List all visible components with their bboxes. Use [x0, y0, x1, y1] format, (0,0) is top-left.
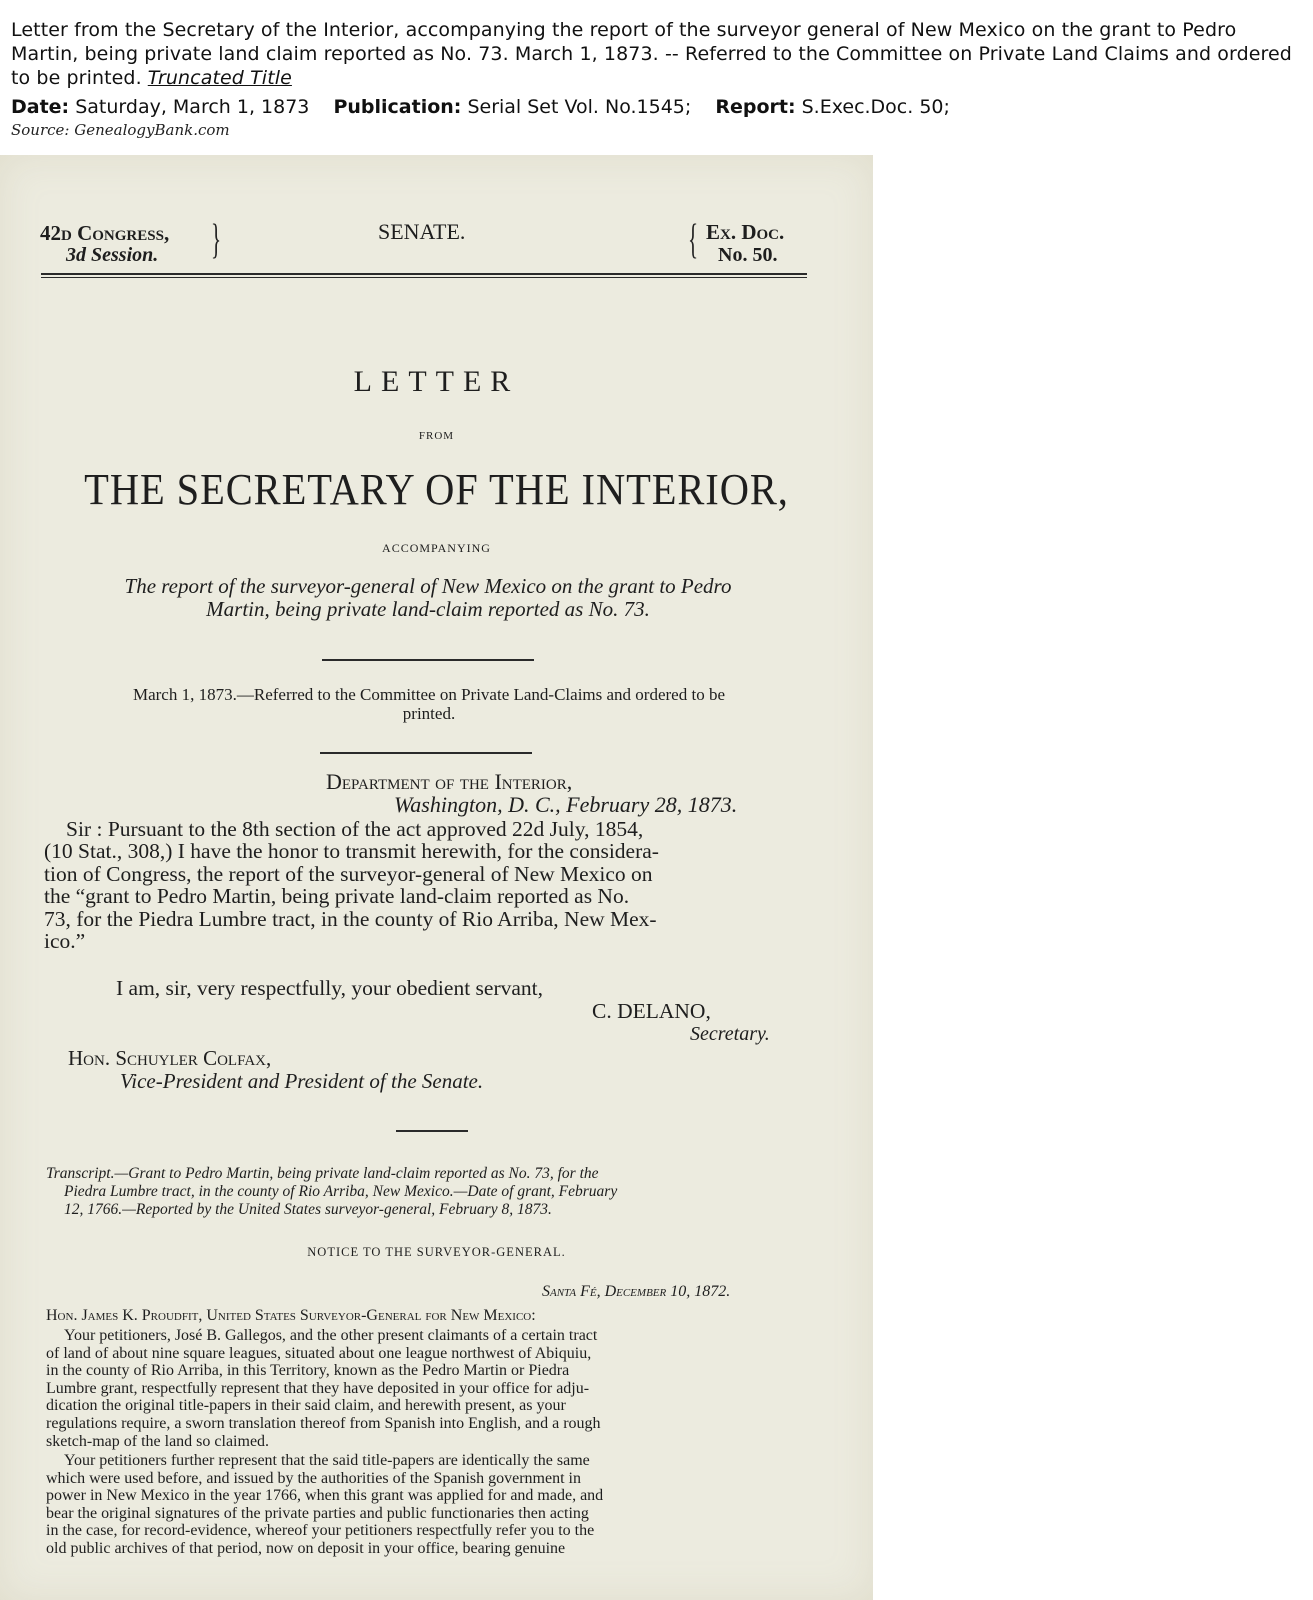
chamber-name: SENATE.	[378, 219, 466, 244]
petition-1-line-4: Lumbre grant, respectfully represent that they have deposited in your office for adju-	[46, 1379, 590, 1397]
record-title	[11, 18, 1306, 90]
right-brace-icon: {	[688, 217, 699, 263]
notice-addressee: Hon. James K. Proudfit, United States Surveyor-General for New Mexico:	[46, 1307, 536, 1324]
petition-2-line-3: power in New Mexico in the year 1766, when this grant was applied for and made, and	[46, 1487, 604, 1505]
publication-label: Publication:	[333, 96, 462, 118]
transcript-line-3: 12, 1766.—Reported by the United States surveyor-general, February 8, 1873.	[64, 1201, 552, 1218]
petition-2-line-5: in the case, for record-evidence, whereof your petitioners respectfully refer you to the	[46, 1522, 595, 1540]
letter-body	[44, 818, 814, 952]
transcript-line-2: Piedra Lumbre tract, in the county of Rio Arriba, New Mexico.—Date of grant, February	[64, 1183, 618, 1200]
transcript-line-1: Transcript.—Grant to Pedro Martin, being private land-claim reported as No. 73, for the	[46, 1165, 599, 1182]
heading-letter: LETTER	[353, 365, 520, 398]
petition-2-line-2: which were used before, and issued by the authorities of the Spanish government in	[46, 1469, 581, 1487]
petition-1-line-2: of land of about nine square leagues, situated about one league northwest of Abiquiu,	[46, 1344, 592, 1362]
notice-place-date: Santa Fé, December 10, 1872.	[542, 1283, 731, 1300]
heading-from: FROM	[418, 430, 455, 442]
addressee-name: Hon. Schuyler Colfax,	[68, 1046, 272, 1070]
scanned-document-page	[0, 155, 873, 1600]
record-header	[11, 0, 1306, 140]
referral-line-2: printed.	[402, 704, 456, 723]
petition-paragraph-1	[46, 1327, 816, 1450]
truncated-title-link[interactable]: Truncated Title	[147, 67, 292, 89]
letter-line-6: ico.”	[44, 929, 86, 954]
header-rule-top	[41, 273, 807, 275]
record-title-text: Letter from the Secretary of the Interior, accompanying the report of the surveyor general of New Mexico on the grant to Pedro Martin, being private land claim reported as No. 73. March 1, 1873. -- Referred to the Committee on Private Land Claims and ordered to be printed.	[11, 19, 1292, 89]
letter-line-5: 73, for the Piedra Lumbre tract, in the county of Rio Arriba, New Mex-	[44, 906, 657, 931]
subject-line-1: The report of the surveyor-general of New Mexico on the grant to Pedro	[124, 574, 732, 598]
transcript-block	[46, 1165, 816, 1219]
congress-session: 3d Session.	[66, 244, 159, 266]
publication-value: Serial Set Vol. No.1545;	[467, 96, 692, 118]
letter-line-1: Sir : Pursuant to the 8th section of the act approved 22d July, 1854,	[66, 817, 644, 841]
petition-2-line-6: old public archives of that period, now on deposit in your office, bearing genuine	[46, 1539, 566, 1557]
divider-rule-3	[396, 1130, 468, 1132]
petition-1-line-5: dication the original title-papers in their said claim, and herewith present, as your	[46, 1397, 566, 1415]
petition-1-line-7: sketch-map of the land so claimed.	[46, 1432, 270, 1450]
exdoc-number: No. 50.	[718, 244, 778, 266]
signer-name: C. DELANO,	[592, 999, 711, 1023]
congress-number: 42d Congress,	[40, 221, 170, 245]
dept-name: Department of the Interior,	[326, 769, 573, 794]
divider-rule-1	[322, 659, 534, 661]
subject-line-2: Martin, being private land-claim reported as No. 73.	[206, 597, 650, 621]
letter-closing: I am, sir, very respectfully, your obedient servant,	[116, 976, 544, 1000]
header-rule-bottom	[41, 277, 807, 278]
petition-1-line-1: Your petitioners, José B. Gallegos, and the other present claimants of a certain tract	[64, 1327, 598, 1344]
addressee-title: Vice-President and President of the Senate.	[120, 1069, 484, 1093]
petition-1-line-6: regulations require, a sworn translation thereof from Spanish into English, and a rough	[46, 1414, 601, 1432]
record-meta	[11, 94, 1306, 120]
letter-line-3: tion of Congress, the report of the surveyor-general of New Mexico on	[44, 861, 653, 886]
date-value: Saturday, March 1, 1873	[75, 96, 310, 118]
petition-1-line-3: in the county of Rio Arriba, in this Territory, known as the Pedro Martin or Piedra	[46, 1362, 570, 1380]
letter-line-4: the “grant to Pedro Martin, being private land-claim reported as No.	[44, 884, 630, 909]
petition-2-line-4: bear the original signatures of the private parties and public functionaries then acting	[46, 1504, 589, 1522]
record-source: Source: GenealogyBank.com	[11, 121, 230, 139]
heading-accompanying: ACCOMPANYING	[382, 541, 491, 555]
divider-rule-2	[320, 752, 532, 754]
petition-2-line-1: Your petitioners further represent that the said title-papers are identically the same	[64, 1452, 590, 1469]
report-label: Report:	[715, 96, 796, 118]
letter-line-2: (10 Stat., 308,) I have the honor to transmit herewith, for the considera-	[44, 839, 659, 864]
left-brace-icon: }	[211, 217, 222, 263]
heading-secretary: THE SECRETARY OF THE INTERIOR,	[84, 465, 789, 514]
date-label: Date:	[11, 96, 70, 118]
referral-line-1: March 1, 1873.—Referred to the Committee on Private Land-Claims and ordered to be	[132, 685, 725, 704]
report-value: S.Exec.Doc. 50;	[801, 96, 950, 118]
petition-paragraph-2	[46, 1452, 816, 1558]
notice-heading: NOTICE TO THE SURVEYOR-GENERAL.	[307, 1245, 566, 1259]
exdoc-label: Ex. Doc.	[706, 220, 785, 244]
signer-title: Secretary.	[690, 1023, 770, 1045]
dept-place-date: Washington, D. C., February 28, 1873.	[394, 792, 738, 817]
